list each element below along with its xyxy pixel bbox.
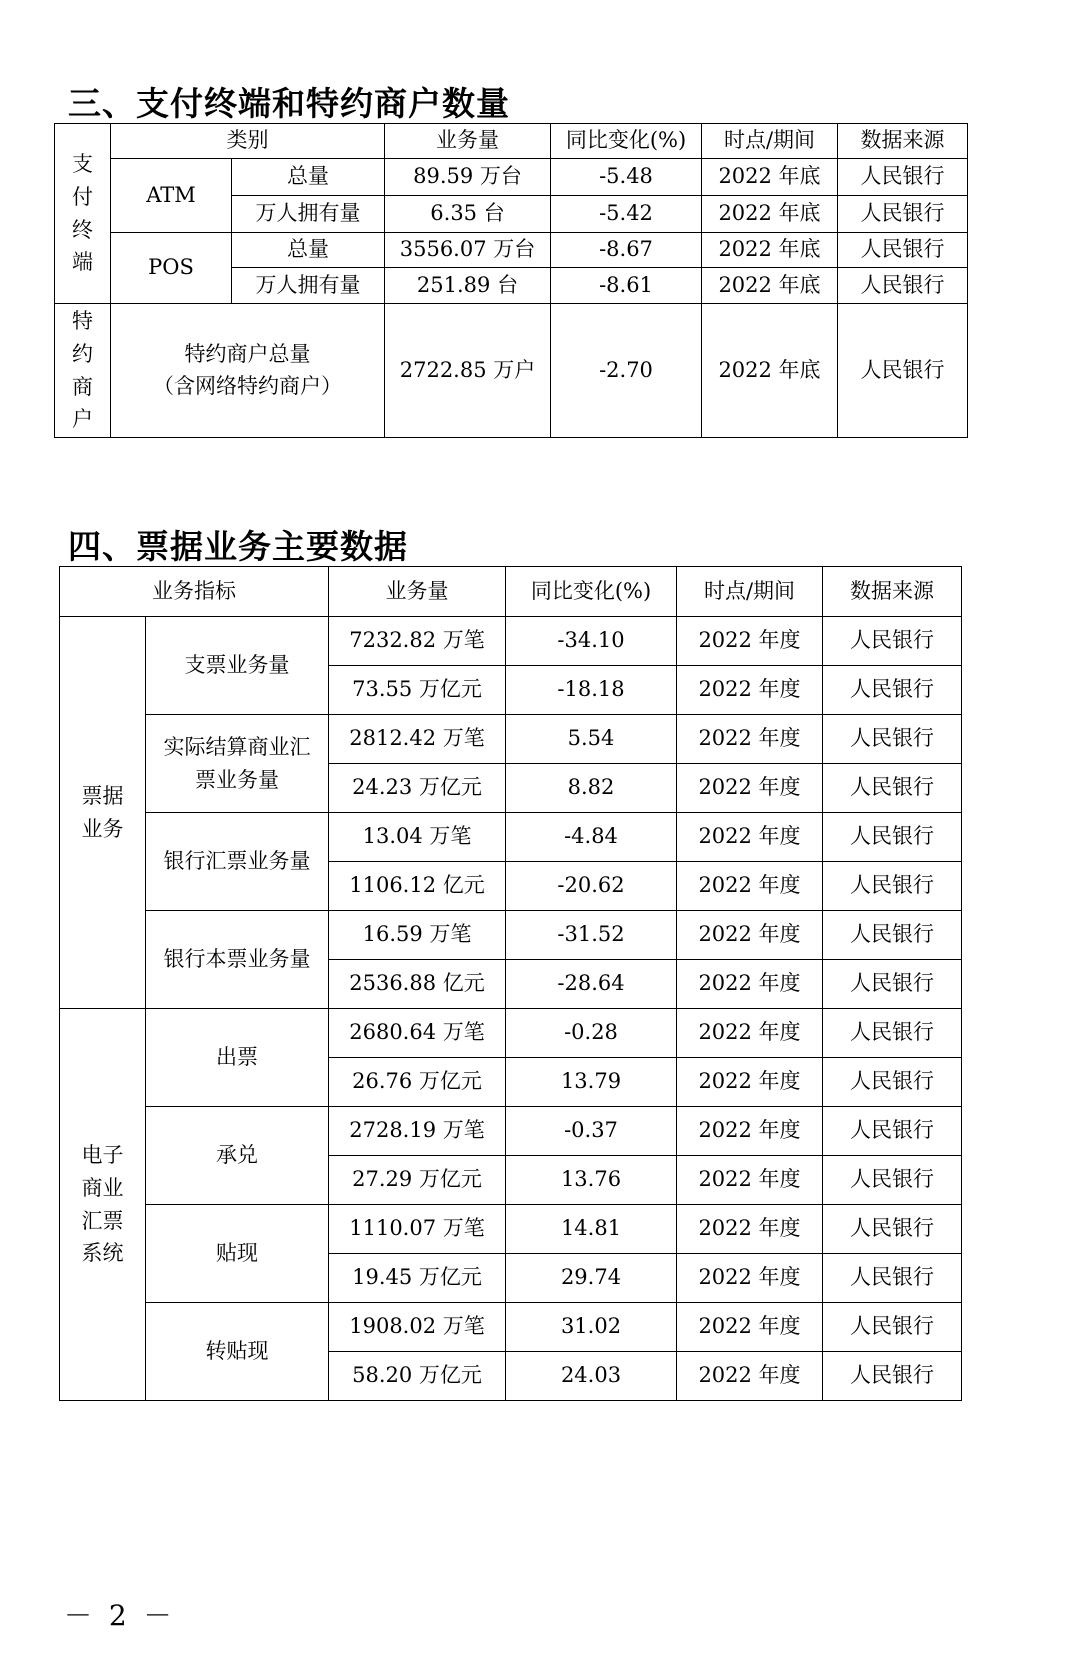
table-row xyxy=(60,1009,962,1058)
table-row xyxy=(60,1107,962,1156)
row-source: 人民银行 xyxy=(823,960,962,1009)
header-yoy: 同比变化(%) xyxy=(506,567,677,617)
table-row xyxy=(60,617,962,666)
row-period: 2022 年度 xyxy=(677,1009,823,1058)
row-source: 人民银行 xyxy=(823,764,962,813)
row-period: 2022 年度 xyxy=(677,862,823,911)
header-period: 时点/期间 xyxy=(702,124,838,159)
table-row xyxy=(60,813,962,862)
row-yoy: 29.74 xyxy=(506,1254,677,1303)
row-volume: 58.20 万亿元 xyxy=(329,1352,506,1401)
row-yoy: -4.84 xyxy=(506,813,677,862)
group-label: 票据业务 xyxy=(60,617,146,1009)
indicator-name: 转贴现 xyxy=(146,1303,329,1401)
header-volume: 业务量 xyxy=(329,567,506,617)
row-volume: 2728.19 万笔 xyxy=(329,1107,506,1156)
header-period: 时点/期间 xyxy=(677,567,823,617)
indicator-name: 贴现 xyxy=(146,1205,329,1303)
merchant-group-label: 特约商户 xyxy=(55,304,111,438)
row-yoy: 14.81 xyxy=(506,1205,677,1254)
row-volume: 2680.64 万笔 xyxy=(329,1009,506,1058)
row-period: 2022 年度 xyxy=(677,666,823,715)
table-row xyxy=(60,715,962,764)
row-period: 2022 年底 xyxy=(702,233,838,268)
row-volume: 7232.82 万笔 xyxy=(329,617,506,666)
row-source: 人民银行 xyxy=(823,1303,962,1352)
indicator-name: 出票 xyxy=(146,1009,329,1107)
row-period: 2022 年度 xyxy=(677,1205,823,1254)
table-row xyxy=(60,1303,962,1352)
row-yoy: -28.64 xyxy=(506,960,677,1009)
bill-business-table xyxy=(59,566,962,1401)
row-volume: 26.76 万亿元 xyxy=(329,1058,506,1107)
row-source: 人民银行 xyxy=(838,304,968,438)
table-row xyxy=(60,1205,962,1254)
row-volume: 2722.85 万户 xyxy=(385,304,551,438)
row-yoy: -31.52 xyxy=(506,911,677,960)
indicator-name: 支票业务量 xyxy=(146,617,329,715)
row-yoy: -8.61 xyxy=(551,268,702,304)
row-period: 2022 年度 xyxy=(677,1107,823,1156)
row-source: 人民银行 xyxy=(823,1156,962,1205)
merchant-item-line1: 特约商户总量 xyxy=(184,342,311,366)
row-source: 人民银行 xyxy=(823,1352,962,1401)
row-source: 人民银行 xyxy=(823,715,962,764)
group-label: 电子商业汇票系统 xyxy=(60,1009,146,1401)
row-item: 总量 xyxy=(232,159,385,196)
row-yoy: -20.62 xyxy=(506,862,677,911)
row-period: 2022 年度 xyxy=(677,715,823,764)
row-volume: 24.23 万亿元 xyxy=(329,764,506,813)
row-period: 2022 年度 xyxy=(677,911,823,960)
row-volume: 251.89 台 xyxy=(385,268,551,304)
row-yoy: -5.42 xyxy=(551,196,702,233)
indicator-name: 银行本票业务量 xyxy=(146,911,329,1009)
row-source: 人民银行 xyxy=(838,196,968,233)
row-volume: 89.59 万台 xyxy=(385,159,551,196)
row-yoy: -8.67 xyxy=(551,233,702,268)
section4-title: 四、票据业务主要数据 xyxy=(68,527,408,566)
row-period: 2022 年度 xyxy=(677,813,823,862)
row-period: 2022 年度 xyxy=(677,960,823,1009)
row-volume: 73.55 万亿元 xyxy=(329,666,506,715)
header-indicator: 业务指标 xyxy=(60,567,329,617)
row-yoy: 8.82 xyxy=(506,764,677,813)
header-category: 类别 xyxy=(111,124,385,159)
row-yoy: 24.03 xyxy=(506,1352,677,1401)
section3-title: 三、支付终端和特约商户数量 xyxy=(68,84,510,123)
row-period: 2022 年度 xyxy=(677,1352,823,1401)
row-volume: 6.35 台 xyxy=(385,196,551,233)
row-source: 人民银行 xyxy=(838,159,968,196)
row-volume: 27.29 万亿元 xyxy=(329,1156,506,1205)
row-source: 人民银行 xyxy=(823,1009,962,1058)
row-source: 人民银行 xyxy=(823,1107,962,1156)
row-volume: 1110.07 万笔 xyxy=(329,1205,506,1254)
row-source: 人民银行 xyxy=(823,617,962,666)
row-source: 人民银行 xyxy=(823,862,962,911)
row-item: 总量 xyxy=(232,233,385,268)
row-source: 人民银行 xyxy=(823,911,962,960)
row-yoy: -5.48 xyxy=(551,159,702,196)
row-source: 人民银行 xyxy=(838,233,968,268)
table-row xyxy=(55,304,968,438)
row-yoy: 5.54 xyxy=(506,715,677,764)
row-yoy: 31.02 xyxy=(506,1303,677,1352)
payment-terminal-table xyxy=(54,123,968,438)
row-period: 2022 年度 xyxy=(677,764,823,813)
table-row xyxy=(55,159,968,196)
row-volume: 13.04 万笔 xyxy=(329,813,506,862)
row-volume: 3556.07 万台 xyxy=(385,233,551,268)
row-volume: 19.45 万亿元 xyxy=(329,1254,506,1303)
row-yoy: -2.70 xyxy=(551,304,702,438)
row-item: 万人拥有量 xyxy=(232,196,385,233)
row-yoy: 13.79 xyxy=(506,1058,677,1107)
row-source: 人民银行 xyxy=(823,666,962,715)
header-source: 数据来源 xyxy=(838,124,968,159)
row-volume: 16.59 万笔 xyxy=(329,911,506,960)
row-period: 2022 年底 xyxy=(702,159,838,196)
row-period: 2022 年度 xyxy=(677,1058,823,1107)
row-yoy: -18.18 xyxy=(506,666,677,715)
row-period: 2022 年度 xyxy=(677,1254,823,1303)
row-yoy: 13.76 xyxy=(506,1156,677,1205)
table-row xyxy=(55,233,968,268)
row-period: 2022 年底 xyxy=(702,196,838,233)
row-volume: 1106.12 亿元 xyxy=(329,862,506,911)
row-period: 2022 年度 xyxy=(677,1303,823,1352)
pos-label: POS xyxy=(111,233,232,304)
row-period: 2022 年度 xyxy=(677,1156,823,1205)
row-source: 人民银行 xyxy=(838,268,968,304)
row-period: 2022 年底 xyxy=(702,304,838,438)
row-yoy: -0.28 xyxy=(506,1009,677,1058)
page-number: － 2 － xyxy=(64,1599,176,1632)
row-volume: 1908.02 万笔 xyxy=(329,1303,506,1352)
row-source: 人民银行 xyxy=(823,1058,962,1107)
indicator-name: 银行汇票业务量 xyxy=(146,813,329,911)
row-item: 万人拥有量 xyxy=(232,268,385,304)
header-yoy: 同比变化(%) xyxy=(551,124,702,159)
row-yoy: -0.37 xyxy=(506,1107,677,1156)
row-source: 人民银行 xyxy=(823,813,962,862)
merchant-item xyxy=(111,304,385,438)
row-source: 人民银行 xyxy=(823,1254,962,1303)
row-period: 2022 年度 xyxy=(677,617,823,666)
terminal-group-label: 支付终端 xyxy=(55,124,111,304)
header-source: 数据来源 xyxy=(823,567,962,617)
row-volume: 2536.88 亿元 xyxy=(329,960,506,1009)
header-volume: 业务量 xyxy=(385,124,551,159)
row-source: 人民银行 xyxy=(823,1205,962,1254)
row-period: 2022 年底 xyxy=(702,268,838,304)
indicator-name: 实际结算商业汇票业务量 xyxy=(146,715,329,813)
table-row xyxy=(60,911,962,960)
indicator-name: 承兑 xyxy=(146,1107,329,1205)
row-yoy: -34.10 xyxy=(506,617,677,666)
merchant-item-line2: （含网络特约商户） xyxy=(153,373,342,398)
atm-label: ATM xyxy=(111,159,232,233)
row-volume: 2812.42 万笔 xyxy=(329,715,506,764)
